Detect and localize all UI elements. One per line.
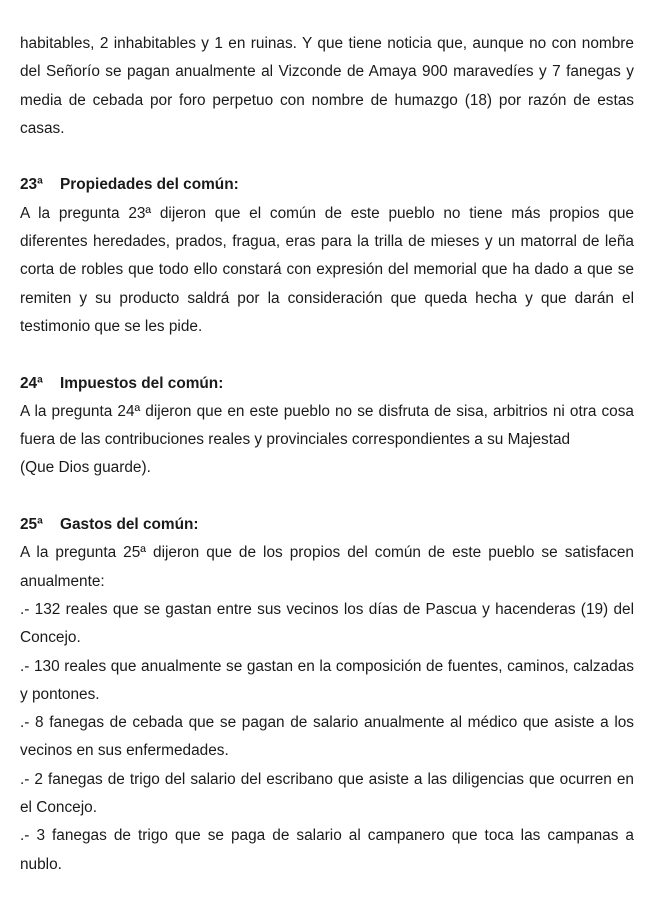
section-paragraph: A la pregunta 23ª dijeron que el común de este pueblo no tiene más propios que diferentes heredades, prados, fragua, eras para la trilla de mieses y un matorral de leña corta de robles que todo ello constará con expresión del memorial que ha dado a que se remiten y su producto saldrá por la consideración que queda hecha y que darán el testimonio que se les pide. [20, 204, 634, 335]
list-item: .- 8 fanegas de cebada que se pagan de salario anualmente al médico que asiste a los vecinos en sus enfermedades. [20, 714, 634, 760]
intro-paragraph: habitables, 2 inhabitables y 1 en ruinas. Y que tiene noticia que, aunque no con nombre del Señorío se pagan anualmente al Vizconde de Amaya 900 maravedíes y 7 fanegas y media de cebada por foro perpetuo con nombre de humazgo (18) por razón de estas casas. [20, 35, 634, 137]
section-spacer [20, 341, 634, 369]
list-item: .- 130 reales que anualmente se gastan en la composición de fuentes, caminos, calzadas y pontones. [20, 657, 634, 703]
section-spacer [20, 143, 634, 171]
section-paragraph: A la pregunta 24ª dijeron que en este pueblo no se disfruta de sisa, arbitrios ni otra cosa fuera de las contribuciones reales y provinciales correspondientes a su Majestad [20, 402, 634, 449]
section-heading-24 [20, 370, 634, 398]
list-item: .- 2 fanegas de trigo del salario del escribano que asiste a las diligencias que ocurren en el Concejo. [20, 770, 634, 817]
section-paragraph: (Que Dios guarde). [20, 459, 151, 477]
section-number: 25ª [20, 516, 43, 534]
list-item: .- 132 reales que se gastan entre sus vecinos los días de Pascua y hacenderas (19) del Concejo. [20, 600, 634, 647]
section-title: Gastos del común: [60, 516, 199, 534]
section-title: Impuestos del común: [60, 374, 224, 392]
section-paragraph: A la pregunta 25ª dijeron que de los propios del común de este pueblo se satisfacen anualmente: [20, 544, 634, 590]
list-item: .- 3 fanegas de trigo que se paga de salario al campanero que toca las campanas a nublo. [20, 827, 634, 873]
section-spacer [20, 483, 634, 511]
section-number: 23ª [20, 176, 43, 194]
section-title: Propiedades del común: [60, 176, 239, 194]
section-heading-23 [20, 171, 634, 199]
section-heading-25 [20, 511, 634, 539]
section-number: 24ª [20, 374, 43, 392]
